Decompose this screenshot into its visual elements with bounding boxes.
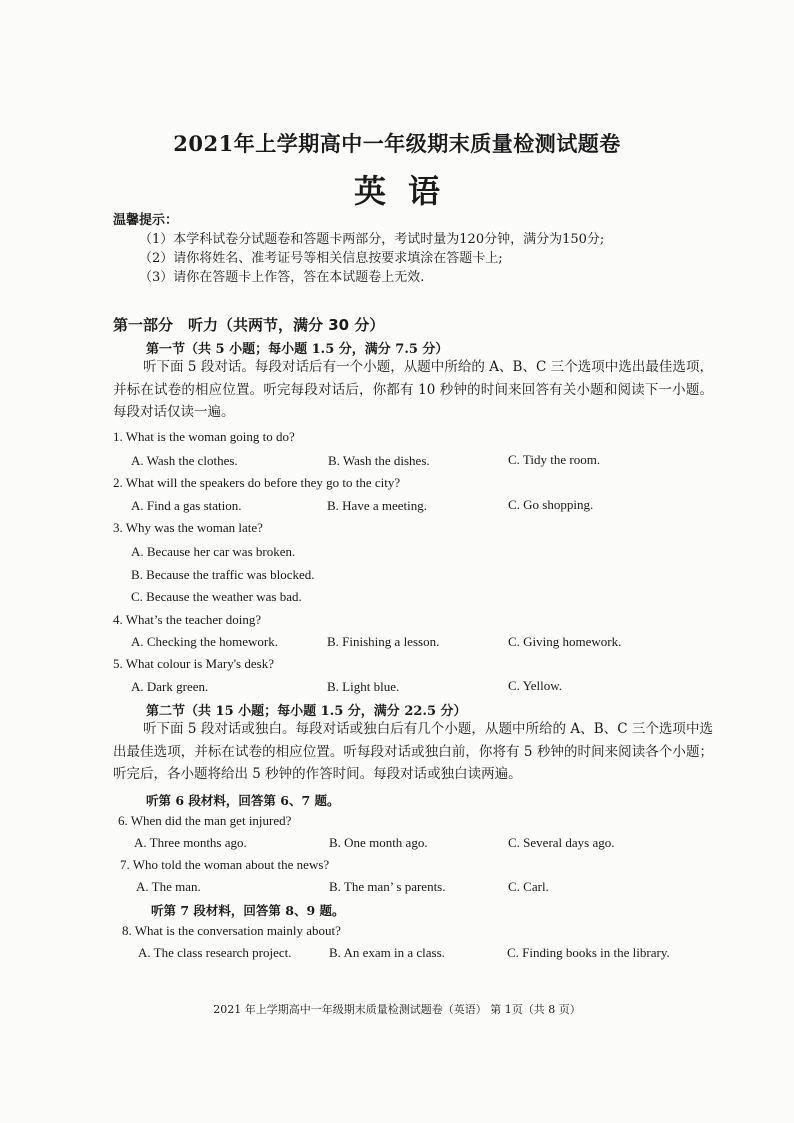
option-b: B. An exam in a class. <box>329 945 445 960</box>
option-a: A. Dark green. <box>131 679 209 694</box>
option-c: C. Finding books in the library. <box>507 945 670 960</box>
option-b: B. Light blue. <box>327 679 400 694</box>
option-b: B. Wash the dishes. <box>328 453 430 468</box>
option-c: C. Yellow. <box>508 678 563 693</box>
section-heading: 第一节（共 5 小题；每小题 1.5 分，满分 7.5 分） <box>146 342 449 357</box>
option-b: B. Finishing a lesson. <box>327 634 440 649</box>
option-a: A. Checking the homework. <box>131 634 278 649</box>
option-a: A. Find a gas station. <box>131 498 242 513</box>
material-note: 听第 7 段材料，回答第 8、9 题。 <box>151 903 345 918</box>
option-a: A. Three months ago. <box>134 835 247 850</box>
option-c: C. Several days ago. <box>508 835 615 850</box>
option-b: B. Because the traffic was blocked. <box>131 567 315 582</box>
option-a: A. Because her car was broken. <box>131 544 296 559</box>
question-text: 3. Why was the woman late? <box>113 520 263 535</box>
tips-heading: 温馨提示： <box>113 213 179 228</box>
page-footer: 2021 年上学期高中一年级期末质量检测试题卷（英语） 第 1页（共 8 页） <box>213 1003 581 1016</box>
question-text: 5. What colour is Mary's desk? <box>113 656 274 671</box>
material-note: 听第 6 段材料，回答第 6、7 题。 <box>146 793 340 808</box>
option-c: C. Tidy the room. <box>508 452 601 467</box>
option-b: B. Have a meeting. <box>327 498 427 513</box>
question-text: 2. What will the speakers do before they go to the city? <box>113 475 401 490</box>
section-instructions: 听下面 5 段对话。每段对话后有一个小题，从题中所给的 A、B、C 三个选项中选出最佳选项，并标在试卷的相应位置。听完每段对话后，你都有 10 秒钟的时间来回答有关小题和阅读下一小题。每段对话仅读一遍。 <box>113 359 713 420</box>
question-text: 4. What’s the teacher doing? <box>113 612 262 627</box>
section-heading: 第二节（共 15 小题；每小题 1.5 分，满分 22.5 分） <box>146 704 467 719</box>
option-a: A. The man. <box>136 879 201 894</box>
option-c: C. Go shopping. <box>508 497 594 512</box>
question-text: 8. What is the conversation mainly about? <box>122 923 341 938</box>
exam-title: 2021年上学期高中一年级期末质量检测试题卷 <box>173 131 621 156</box>
option-b: B. One month ago. <box>329 835 428 850</box>
option-c: C. Because the weather was bad. <box>131 589 302 604</box>
tip-item: （2）请你将姓名、准考证号等相关信息按要求填涂在答题卡上; <box>139 251 503 266</box>
tip-item: （3）请你在答题卡上作答，答在本试题卷上无效. <box>139 270 425 285</box>
question-text: 7. Who told the woman about the news? <box>120 857 330 872</box>
question-text: 1. What is the woman going to do? <box>113 429 295 444</box>
option-a: A. Wash the clothes. <box>131 453 238 468</box>
section-instructions: 听下面 5 段对话或独白。每段对话或独白后有几个小题，从题中所给的 A、B、C 三个选项中选出最佳选项，并标在试卷的相应位置。听每段对话或独白前，你将有 5 秒钟的时间来阅读各个小题；听完后，各小题将给出 5 秒钟的作答时间。每段对话或独白读两遍。 <box>113 721 713 782</box>
question-text: 6. When did the man get injured? <box>118 813 292 828</box>
option-b: B. The man’ s parents. <box>329 879 446 894</box>
part-heading: 第一部分 听力（共两节，满分 30 分） <box>113 316 385 334</box>
option-a: A. The class research project. <box>138 945 292 960</box>
option-c: C. Giving homework. <box>508 634 622 649</box>
subject-title: 英语 <box>353 172 462 210</box>
option-c: C. Carl. <box>508 879 549 894</box>
tip-item: （1）本学科试卷分试题卷和答题卡两部分，考试时量为120分钟，满分为150分; <box>139 232 605 247</box>
